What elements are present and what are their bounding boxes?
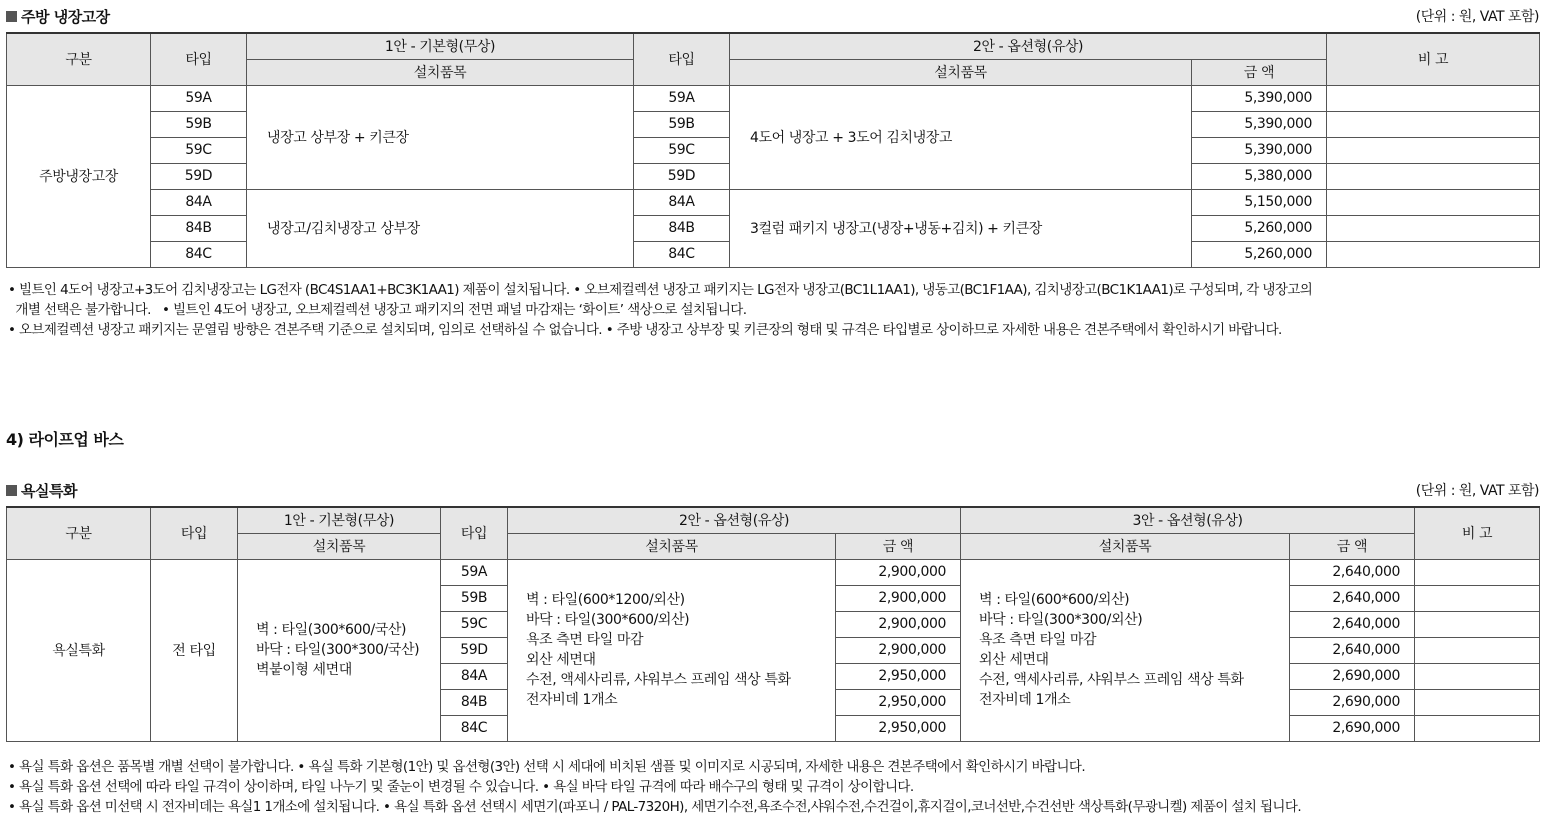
item-line: 바닥 : 타일(300*600/외산) xyxy=(526,612,690,628)
note-line: 개별 선택은 불가합니다. • 빌트인 4도어 냉장고, 오브제컬렉션 냉장고 패키지의 전면 패널 마감재는 ‘화이트’ 색상으로 설치됩니다. xyxy=(8,302,747,318)
header-category: 구분 xyxy=(7,33,151,85)
unit-note: (단위 : 원, VAT 포함) xyxy=(1415,483,1539,499)
price2-cell: 2,900,000 xyxy=(836,585,961,611)
note-line: • 욕실 특화 옵션 선택에 따라 타일 규격이 상이하며, 타일 나누기 및 줄눈이 변경될 수 있습니다. • 욕실 바닥 타일 규격에 따라 배수구의 형태 및 규격이 상이합니다. xyxy=(8,779,914,795)
header-opt2-price: 금 액 xyxy=(836,533,961,559)
item-line: 수전, 액세사리류, 샤워부스 프레임 색상 특화 xyxy=(526,672,791,688)
price-cell: 5,390,000 xyxy=(1192,85,1327,111)
type-cell: 84A xyxy=(151,189,247,215)
type2-cell: 59D xyxy=(441,637,508,663)
kitchen-notes xyxy=(8,280,1312,340)
note-line: • 빌트인 4도어 냉장고+3도어 김치냉장고는 LG전자 (BC4S1AA1+BC3K1AA1) 제품이 설치됩니다. • 오브제컬렉션 냉장고 패키지는 LG전자 냉장고(BC1L1AA1), 냉동고(BC1F1AA), 김치냉장고(BC1K1AA1)로 구성되며, 각 냉장고의 xyxy=(8,282,1313,298)
remark-cell xyxy=(1327,163,1540,189)
header-type2: 타입 xyxy=(441,507,508,559)
item-line: 욕조 측면 타일 마감 xyxy=(526,632,644,648)
price2-cell: 2,900,000 xyxy=(836,637,961,663)
item-line: 벽 : 타일(600*1200/외산) xyxy=(526,592,685,608)
header-opt3-price: 금 액 xyxy=(1290,533,1415,559)
type2-cell: 84A xyxy=(441,663,508,689)
price-cell: 5,260,000 xyxy=(1192,241,1327,267)
remark-cell xyxy=(1415,585,1540,611)
price3-cell: 2,690,000 xyxy=(1290,663,1415,689)
item-line: 욕조 측면 타일 마감 xyxy=(979,632,1097,648)
unit-note: (단위 : 원, VAT 포함) xyxy=(1415,9,1539,25)
item-line: 전자비데 1개소 xyxy=(979,692,1071,708)
price3-cell: 2,640,000 xyxy=(1290,611,1415,637)
price-cell: 5,260,000 xyxy=(1192,215,1327,241)
remark-cell xyxy=(1415,637,1540,663)
header-opt1: 1안 - 기본형(무상) xyxy=(238,507,441,533)
type2-cell: 84B xyxy=(441,689,508,715)
remark-cell xyxy=(1415,715,1540,741)
opt1-items-cell xyxy=(238,559,441,741)
header-type2: 타입 xyxy=(634,33,730,85)
opt2-items-cell xyxy=(508,559,836,741)
opt2-items-cell: 4도어 냉장고 + 3도어 김치냉장고 xyxy=(730,85,1192,189)
kitchen-table xyxy=(6,32,1540,268)
header-opt1-items: 설치품목 xyxy=(247,59,634,85)
remark-cell xyxy=(1415,663,1540,689)
remark-cell xyxy=(1415,559,1540,585)
square-bullet-icon xyxy=(6,485,17,496)
type2-cell: 59B xyxy=(634,111,730,137)
section-title-kitchen xyxy=(6,6,110,27)
header-opt1-items: 설치품목 xyxy=(238,533,441,559)
remark-cell xyxy=(1415,689,1540,715)
header-type: 타입 xyxy=(151,507,238,559)
header-remark: 비 고 xyxy=(1415,507,1540,559)
note-line: • 오브제컬렉션 냉장고 패키지는 문열림 방향은 견본주택 기준으로 설치되며, 임의로 선택하실 수 없습니다. • 주방 냉장고 상부장 및 키큰장의 형태 및 규격은 타입별로 상이하므로 자세한 내용은 견본주택에서 확인하시기 바랍니다. xyxy=(8,322,1282,338)
item-line: 벽 : 타일(300*600/국산) xyxy=(256,622,407,638)
remark-cell xyxy=(1415,611,1540,637)
table-row xyxy=(7,189,1540,215)
item-line: 벽 : 타일(600*600/외산) xyxy=(979,592,1130,608)
header-opt3: 3안 - 옵션형(유상) xyxy=(961,507,1415,533)
remark-cell xyxy=(1327,241,1540,267)
bath-table xyxy=(6,506,1540,742)
header-opt2: 2안 - 옵션형(유상) xyxy=(508,507,961,533)
type2-cell: 59A xyxy=(441,559,508,585)
item-line: 수전, 액세사리류, 샤워부스 프레임 색상 특화 xyxy=(979,672,1244,688)
type2-cell: 84A xyxy=(634,189,730,215)
table-row xyxy=(7,559,1540,585)
item-line: 외산 세면대 xyxy=(979,652,1049,668)
note-line: • 욕실 특화 옵션 미선택 시 전자비데는 욕실1 1개소에 설치됩니다. • 욕실 특화 옵션 선택시 세면기(파포니 / PAL-7320H), 세면기수전,욕조수전,샤워수전,수건걸이,휴지걸이,코너선반,수건선반 색상특화(무광니켈) 제품이 설치 됩니다. xyxy=(8,799,1302,815)
header-type: 타입 xyxy=(151,33,247,85)
header-opt2-items: 설치품목 xyxy=(730,59,1192,85)
remark-cell xyxy=(1327,137,1540,163)
price-cell: 5,390,000 xyxy=(1192,137,1327,163)
item-line: 바닥 : 타일(300*300/국산) xyxy=(256,642,420,658)
opt1-items-cell: 냉장고/김치냉장고 상부장 xyxy=(247,189,634,267)
item-line: 바닥 : 타일(300*300/외산) xyxy=(979,612,1143,628)
remark-cell xyxy=(1327,189,1540,215)
price2-cell: 2,900,000 xyxy=(836,559,961,585)
category-cell: 주방냉장고장 xyxy=(7,85,151,267)
header-opt2-items: 설치품목 xyxy=(508,533,836,559)
price2-cell: 2,900,000 xyxy=(836,611,961,637)
price2-cell: 2,950,000 xyxy=(836,663,961,689)
type-cell: 59B xyxy=(151,111,247,137)
type-cell: 84B xyxy=(151,215,247,241)
price3-cell: 2,640,000 xyxy=(1290,585,1415,611)
category-cell: 욕실특화 xyxy=(7,559,151,741)
remark-cell xyxy=(1327,215,1540,241)
price2-cell: 2,950,000 xyxy=(836,689,961,715)
type2-cell: 84B xyxy=(634,215,730,241)
type2-cell: 59B xyxy=(441,585,508,611)
item-line: 전자비데 1개소 xyxy=(526,692,618,708)
price3-cell: 2,690,000 xyxy=(1290,689,1415,715)
item-line: 벽붙이형 세면대 xyxy=(256,662,352,678)
section-title-text: 주방 냉장고장 xyxy=(21,8,110,26)
header-price: 금 액 xyxy=(1192,59,1327,85)
remark-cell xyxy=(1327,85,1540,111)
price3-cell: 2,690,000 xyxy=(1290,715,1415,741)
opt2-items-cell: 3컬럼 패키지 냉장고(냉장+냉동+김치) + 키큰장 xyxy=(730,189,1192,267)
price-cell: 5,390,000 xyxy=(1192,111,1327,137)
type2-cell: 84C xyxy=(441,715,508,741)
section-title-bath xyxy=(6,480,77,501)
header-category: 구분 xyxy=(7,507,151,559)
type-cell: 59A xyxy=(151,85,247,111)
opt1-items-cell: 냉장고 상부장 + 키큰장 xyxy=(247,85,634,189)
header-opt2: 2안 - 옵션형(유상) xyxy=(730,33,1327,59)
type2-cell: 59C xyxy=(634,137,730,163)
section-title-text: 욕실특화 xyxy=(21,482,77,500)
type-cell: 84C xyxy=(151,241,247,267)
square-bullet-icon xyxy=(6,11,17,22)
price3-cell: 2,640,000 xyxy=(1290,637,1415,663)
opt3-items-cell xyxy=(961,559,1290,741)
section-heading-4: 4) 라이프업 바스 xyxy=(6,430,124,449)
header-opt3-items: 설치품목 xyxy=(961,533,1290,559)
type-cell: 59C xyxy=(151,137,247,163)
type2-cell: 59D xyxy=(634,163,730,189)
table-row xyxy=(7,85,1540,111)
type2-cell: 59C xyxy=(441,611,508,637)
price2-cell: 2,950,000 xyxy=(836,715,961,741)
bath-notes xyxy=(8,757,1301,817)
type2-cell: 84C xyxy=(634,241,730,267)
note-line: • 욕실 특화 옵션은 품목별 개별 선택이 불가합니다. • 욕실 특화 기본형(1안) 및 옵션형(3안) 선택 시 세대에 비치된 샘플 및 이미지로 시공되며, 자세한 내용은 견본주택에서 확인하시기 바랍니다. xyxy=(8,759,1086,775)
price3-cell: 2,640,000 xyxy=(1290,559,1415,585)
type2-cell: 59A xyxy=(634,85,730,111)
header-remark: 비 고 xyxy=(1327,33,1540,85)
price-cell: 5,380,000 xyxy=(1192,163,1327,189)
remark-cell xyxy=(1327,111,1540,137)
price-cell: 5,150,000 xyxy=(1192,189,1327,215)
header-opt1: 1안 - 기본형(무상) xyxy=(247,33,634,59)
type-all-cell: 전 타입 xyxy=(151,559,238,741)
item-line: 외산 세면대 xyxy=(526,652,596,668)
type-cell: 59D xyxy=(151,163,247,189)
